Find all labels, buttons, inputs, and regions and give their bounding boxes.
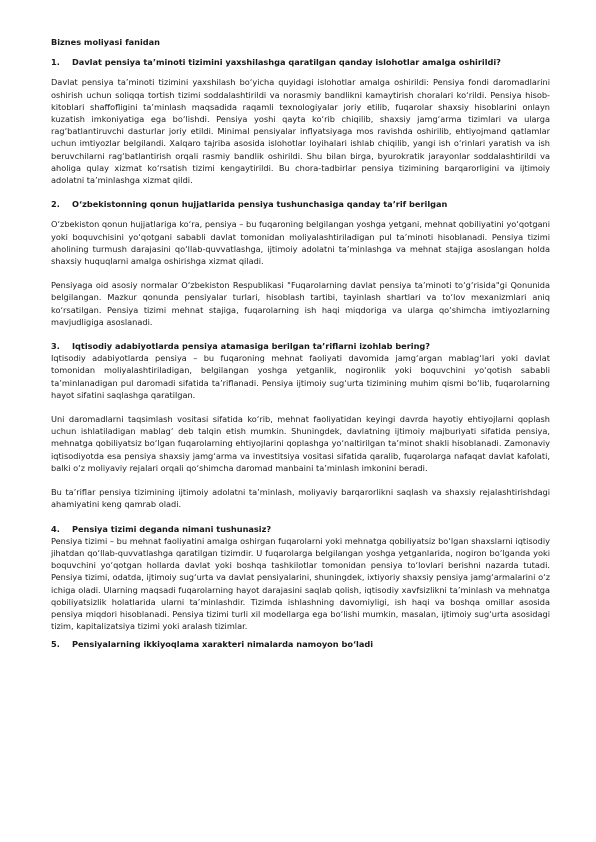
question-text: Davlat pensiya ta’minoti tizimini yaxshilashga qaratilgan qanday islohotlar amalga oshirildi?	[72, 57, 501, 68]
answer-paragraph: Bu ta’riflar pensiya tizimining ijtimoiy adolatni ta’minlash, moliyaviy barqarorlikni saqlash va shaxsiy rejalashtirishdagi ahamiyatini keng qamrab oladi.	[51, 487, 550, 510]
question-heading-3	[51, 340, 550, 352]
question-heading-5	[51, 638, 550, 650]
answer-paragraph: Iqtisodiy adabiyotlarda pensiya – bu fuqaroning mehnat faoliyati davomida jamg‘argan mablag‘lari yoki davlat tomonidan moliyalashtiriladigan, belgilangan yoshga yetganlik, nogironlik yoki boquvchini yo‘qotish sababli ta’minlanadigan pul daromadi sifatida ta’riflanadi. Pensiya ijtimoiy sug‘urta tizimining muhim qismi bo‘lib, fuqarolarning hayot sifatini saqlashga qaratilgan.	[51, 353, 550, 400]
document-title: Biznes moliyasi fanidan	[51, 37, 161, 47]
question-heading-4	[51, 523, 550, 535]
question-text: O‘zbekistonning qonun hujjatlarida pensiya tushunchasiga qanday ta’rif berilgan	[72, 199, 448, 210]
question-number: 4.	[51, 523, 60, 534]
question-number: 2.	[51, 199, 60, 210]
question-heading-2	[51, 198, 550, 210]
question-text: Pensiya tizimi deganda nimani tushunasiz?	[72, 523, 272, 534]
question-text: Pensiyalarning ikkiyoqlama xarakteri nimalarda namoyon bo‘ladi	[72, 639, 374, 650]
question-number: 3.	[51, 341, 60, 352]
question-text: Iqtisodiy adabiyotlarda pensiya atamasiga berilgan ta’riflarni izohlab bering?	[72, 341, 431, 352]
question-heading-1	[51, 56, 550, 68]
answer-paragraph: Uni daromadlarni taqsimlash vositasi sifatida ko‘rib, mehnat faoliyatidan keyingi davrda hayotiy ehtiyojlarni qoplash uchun ishlatiladigan mablag‘ deb talqin etish mumkin. Shuningdek, davlatning ijtimoiy majburiyati sifatida pensiya, mehnatga qobiliyatsiz bo‘lgan fuqarolarning ehtiyojlarini qoplashga yo‘naltirilgan ta’minot shakli hisoblanadi. Zamonaviy iqtisodiyotda esa pensiya shaxsiy jamg‘arma va investitsiya vositasi sifatida qaralib, fuqarolarga nafaqat davlat kafolati, balki o‘z moliyaviy rejalari orqali qo‘shimcha daromad manbaini ta’minlash imkonini beradi.	[51, 414, 550, 473]
question-number: 5.	[51, 639, 60, 650]
answer-paragraph: Davlat pensiya ta’minoti tizimini yaxshilash bo‘yicha quyidagi islohotlar amalga oshirildi: Pensiya fondi daromadlarini oshirish uchun soliqqa tortish tizimi soddalashtirildi va norasmiy bandlikni kamaytirish choralari ko‘rildi. Pensiya hisob-kitoblari shaffofligini ta’minlash maqsadida raqamli texnologiyalar joriy etilib, fuqarolar shaxsiy hisoblarini onlayn kuzatish imkoniyatiga ega bo‘lishdi. Pensiya yoshi qayta ko‘rib chiqilib, shaxsiy jamg‘arma tizimlari va ularga rag‘batlantiruvchi dasturlar joriy etildi. Minimal pensiyalar inflyatsiyaga mos ravishda oshirilib, ehtiyojmand qatlamlar uchun imtiyozlar belgilandi. Xalqaro tajriba asosida islohotlar loyihalari ishlab chiqilib, yangi ish o‘rinlari yaratish va ish beruvchilarni rag‘batlantirish orqali rasmiy bandlik oshirildi. Shu bilan birga, byurokratik jarayonlar soddalashtirildi va aholiga qulay xizmat ko‘rsatish tizimi kengaytirildi. Bu chora-tadbirlar pensiya tizimining barqarorligini va ijtimoiy adolatni ta’minlashga xizmat qildi.	[51, 77, 550, 186]
answer-paragraph: O‘zbekiston qonun hujjatlariga ko‘ra, pensiya – bu fuqaroning belgilangan yoshga yetgani, mehnat qobiliyatini yo‘qotgani yoki boquvchisini yo‘qotgani sababli davlat tomonidan moliyalashtiriladigan pul ta’minoti hisoblanadi. Pensiya tizimi aholining turmush darajasini qo‘llab-quvvatlashga, ijtimoiy adolatni ta’minlashga va mehnat stajiga asoslangan holda shaxsiy huquqlarni amalga oshirishga xizmat qiladi.	[51, 219, 550, 267]
answer-paragraph: Pensiya tizimi – bu mehnat faoliyatini amalga oshirgan fuqarolarni yoki mehnatga qobiliyatsiz bo‘lgan shaxslarni iqtisodiy jihatdan qo‘llab-quvvatlashga qaratilgan tizimdir. U fuqarolarga belgilangan yoshga yetganlarida, nogiron bo‘lganda yoki boquvchini yo‘qotgan hollarda davlat yoki boshqa tashkilotlar tomonidan pensiya to‘lovlari berishni nazarda tutadi. Pensiya tizimi, odatda, ijtimoiy sug‘urta va davlat pensiyalarini, shuningdek, ixtiyoriy shaxsiy pensiya jamg‘armalarini o‘z ichiga oladi. Ularning maqsadi fuqarolarning hayot darajasini saqlab qolish, iqtisodiy xavfsizlikni ta’minlash va mehnatga qobiliyatsizlik holatlarida ularni ta’minlashdir. Tizimda ishlashning davomiyligi, ish haqi va boshqa omillar asosida pensiya miqdori hisoblanadi. Pensiya tizimi turli xil modellarga ega bo‘lishi mumkin, masalan, ijtimoiy sug‘urta asosidagi tizim, kapitalizatsiya tizimi yoki aralash tizimlar.	[51, 535, 550, 632]
answer-paragraph: Pensiyaga oid asosiy normalar O‘zbekiston Respublikasi "Fuqarolarning davlat pensiya ta’minoti to‘g‘risida"gi Qonunida belgilangan. Mazkur qonunda pensiyalar turlari, hisoblash tartibi, tayinlash shartlari va to‘lov mexanizmlari aniq ko‘rsatilgan. Pensiya tizimi mehnat stajiga, fuqarolarning ish haqi miqdoriga va ularga qo‘shimcha imtiyozlarning mavjudligiga asoslanadi.	[51, 280, 550, 327]
question-number: 1.	[51, 57, 60, 68]
